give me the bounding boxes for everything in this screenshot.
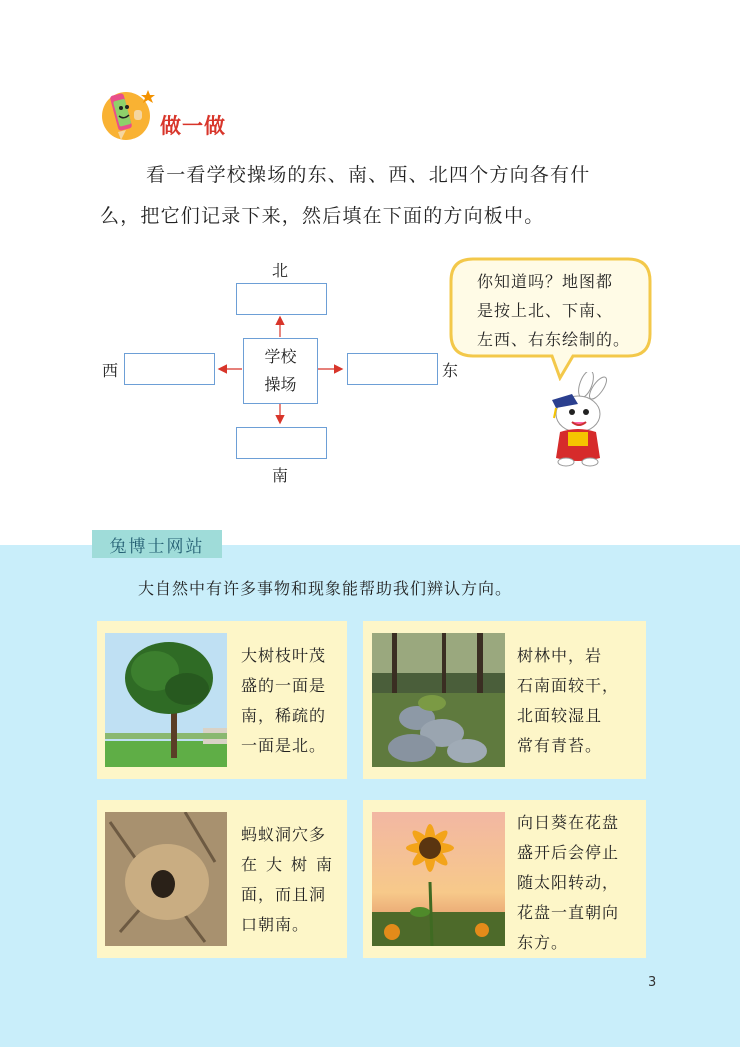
card-text-line: 树林中，岩 [517, 646, 603, 665]
card-text-line: 盛的一面是 [241, 676, 327, 695]
card-text-line: 石南面较干， [517, 676, 620, 695]
card-text-line: 东方。 [517, 933, 569, 952]
card-ant-nest [97, 800, 347, 958]
card-text-line: 北面较湿且 [517, 706, 603, 725]
card-text-line: 蚂蚁洞穴多 [241, 825, 327, 844]
tree-photo [105, 633, 227, 767]
west-answer-box[interactable] [124, 353, 215, 385]
card-text-line: 常有青苔。 [517, 736, 603, 755]
card-text-line: 南，稀疏的 [241, 706, 327, 725]
activity-text-line1: 看一看学校操场的东、南、西、北四个方向各有什 [146, 164, 591, 186]
bubble-text-line3: 左西、右东绘制的。 [477, 330, 631, 349]
south-label: 南 [272, 466, 289, 485]
west-label: 西 [102, 361, 119, 380]
rabbit-doctor-icon [538, 372, 618, 467]
card-text-line: 向日葵在花盘 [517, 813, 620, 832]
card-text-line: 大树枝叶茂 [241, 646, 327, 665]
east-label: 东 [442, 361, 459, 380]
card4-text [517, 808, 619, 958]
north-answer-box[interactable] [236, 283, 327, 315]
card-text-line: 花盘一直朝向 [517, 903, 620, 922]
center-label-line2: 操场 [264, 375, 297, 394]
card-forest [363, 621, 646, 779]
website-intro: 大自然中有许多事物和现象能帮助我们辨认方向。 [138, 579, 513, 598]
card2-text [517, 641, 619, 761]
activity-text-line2: 么，把它们记录下来，然后填在下面的方向板中。 [100, 205, 545, 227]
card-text-line: 随太阳转动， [517, 873, 620, 892]
page-number: 3 [648, 975, 657, 990]
card-sunflower [363, 800, 646, 958]
north-label: 北 [272, 261, 289, 280]
website-title-tab: 兔博士网站 [92, 530, 222, 558]
card-text-line: 面，而且洞 [241, 885, 327, 904]
school-playground-box [243, 338, 318, 404]
bubble-text-line1: 你知道吗？地图都 [477, 272, 614, 291]
card-text-line: 在大树南 [241, 855, 342, 874]
card-text-line: 一面是北。 [241, 736, 327, 755]
card-text-line: 口朝南。 [241, 915, 310, 934]
card-tree [97, 621, 347, 779]
center-label-line1: 学校 [264, 347, 297, 366]
activity-title: 做一做 [160, 114, 226, 138]
card3-text [241, 820, 341, 940]
forest-rocks-photo [372, 633, 505, 767]
east-answer-box[interactable] [347, 353, 438, 385]
card-text-line: 盛开后会停止 [517, 843, 620, 862]
card1-text [241, 641, 326, 761]
south-answer-box[interactable] [236, 427, 327, 459]
ant-nest-photo [105, 812, 227, 946]
bubble-text-line2: 是按上北、下南、 [477, 301, 614, 320]
sunflower-photo [372, 812, 505, 946]
